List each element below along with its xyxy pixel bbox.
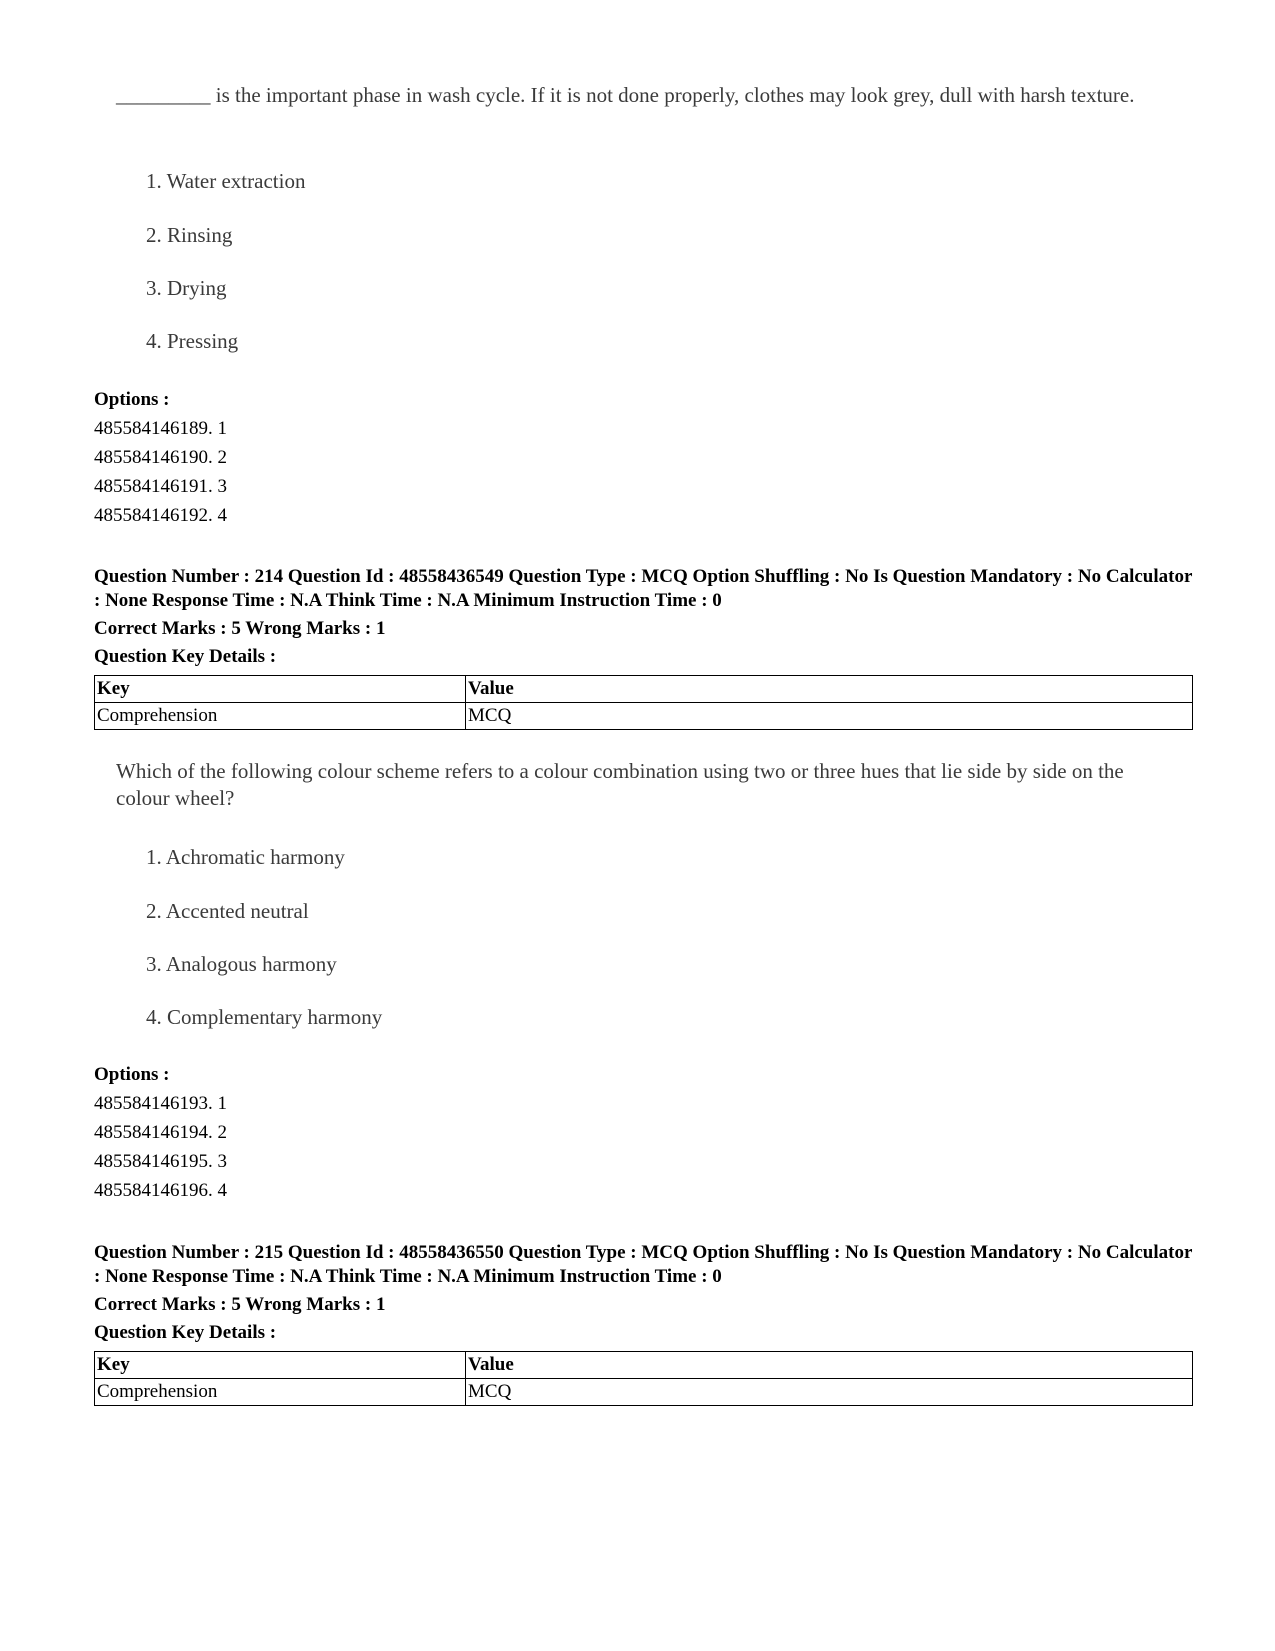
table-cell: Comprehension: [95, 703, 466, 730]
table-row: [95, 703, 1193, 730]
question-marks: Correct Marks : 5 Wrong Marks : 1: [94, 618, 386, 639]
table-header-row: [95, 676, 1193, 703]
options-block: [94, 1061, 1194, 1205]
question-213-image: [116, 82, 1166, 353]
question-option: 4. Complementary harmony: [146, 1005, 383, 1029]
options-block: [94, 386, 1194, 530]
options-label: Options :: [94, 389, 170, 410]
table-cell: MCQ: [466, 703, 1193, 730]
question-215-header: [94, 1241, 1194, 1347]
question-option: 3. Drying: [146, 276, 227, 300]
question-key-table: [94, 675, 1193, 730]
question-key-table: [94, 1351, 1193, 1406]
question-option: 1. Water extraction: [146, 169, 306, 193]
question-option: 3. Analogous harmony: [146, 952, 337, 976]
option-id: 485584146192. 4: [94, 505, 227, 526]
option-id: 485584146193. 1: [94, 1093, 227, 1114]
table-cell: MCQ: [466, 1379, 1193, 1406]
table-header-cell: Value: [466, 1352, 1193, 1379]
question-214-header: [94, 565, 1194, 671]
question-marks: Correct Marks : 5 Wrong Marks : 1: [94, 1294, 386, 1315]
question-key-details-label: Question Key Details :: [94, 1322, 277, 1343]
option-id: 485584146191. 3: [94, 476, 227, 497]
option-id: 485584146194. 2: [94, 1122, 227, 1143]
table-header-cell: Value: [466, 676, 1193, 703]
question-option: 4. Pressing: [146, 329, 239, 353]
option-id: 485584146195. 3: [94, 1151, 227, 1172]
question-option: 2. Rinsing: [146, 223, 233, 247]
table-header-cell: Key: [95, 676, 466, 703]
options-label: Options :: [94, 1064, 170, 1085]
question-option: 2. Accented neutral: [146, 899, 309, 923]
table-header-row: [95, 1352, 1193, 1379]
question-meta: Question Number : 214 Question Id : 48558436549 Question Type : MCQ Option Shuffling : No Is Question Mandatory : No Calculator : None Response Time : N.A Think Time : N.A Minimum Instruction Time : 0: [94, 566, 1193, 611]
question-key-details-label: Question Key Details :: [94, 646, 277, 667]
question-214-image: [116, 758, 1166, 1029]
option-id: 485584146190. 2: [94, 447, 227, 468]
table-cell: Comprehension: [95, 1379, 466, 1406]
question-meta: Question Number : 215 Question Id : 48558436550 Question Type : MCQ Option Shuffling : No Is Question Mandatory : No Calculator : None Response Time : N.A Think Time : N.A Minimum Instruction Time : 0: [94, 1242, 1193, 1287]
table-row: [95, 1379, 1193, 1406]
question-option: 1. Achromatic harmony: [146, 845, 345, 869]
question-stem: _________ is the important phase in wash cycle. If it is not done properly, clothes may look grey, dull with harsh texture.: [116, 83, 1135, 107]
question-stem: Which of the following colour scheme refers to a colour combination using two or three hues that lie side by side on the colour wheel?: [116, 759, 1124, 810]
table-header-cell: Key: [95, 1352, 466, 1379]
option-id: 485584146196. 4: [94, 1180, 227, 1201]
option-id: 485584146189. 1: [94, 418, 227, 439]
